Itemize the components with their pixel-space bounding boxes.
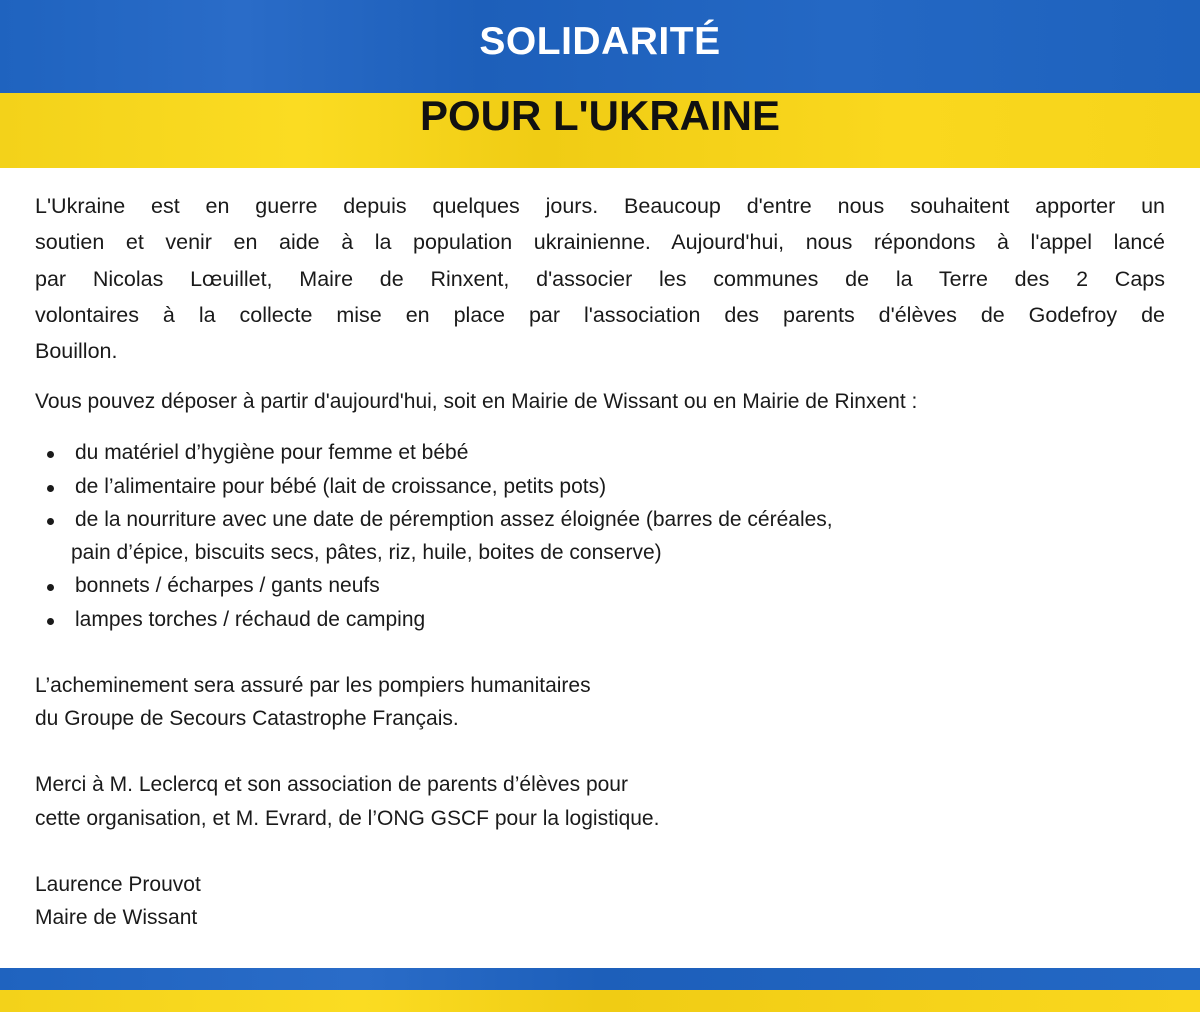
bullet-icon bbox=[47, 618, 54, 625]
bullet-icon bbox=[47, 518, 54, 525]
intro-line: par Nicolas Lœuillet, Maire de Rinxent, d'associer les communes de la Terre des 2 Caps bbox=[35, 266, 1165, 291]
transport-line: du Groupe de Secours Catastrophe Français. bbox=[35, 707, 459, 730]
header-banner bbox=[0, 0, 1200, 168]
signature-title: Maire de Wissant bbox=[35, 906, 198, 929]
flag-blue-band bbox=[0, 968, 1200, 990]
thanks-line: Merci à M. Leclercq et son association de parents d’élèves pour bbox=[35, 773, 628, 796]
deposit-text: Vous pouvez déposer à partir d'aujourd'hui, soit en Mairie de Wissant ou en Mairie de Rinxent : bbox=[35, 390, 918, 413]
bullet-icon bbox=[47, 451, 54, 458]
intro-line: L'Ukraine est en guerre depuis quelques jours. Beaucoup d'entre nous souhaitent apporter un bbox=[35, 194, 1165, 218]
transport-line: L’acheminement sera assuré par les pompiers humanitaires bbox=[35, 674, 591, 697]
intro-line: soutien et venir en aide à la population ukrainienne. Aujourd'hui, nous répondons à l'appel lancé bbox=[35, 230, 1165, 255]
flag-yellow-band bbox=[0, 990, 1200, 1012]
signature-name: Laurence Prouvot bbox=[35, 873, 201, 896]
intro-line: volontaires à la collecte mise en place par l'association des parents d'élèves de Godefroy de bbox=[35, 302, 1165, 327]
intro-paragraph bbox=[35, 188, 1165, 369]
thanks-line: cette organisation, et M. Evrard, de l’ONG GSCF pour la logistique. bbox=[35, 807, 660, 830]
intro-line: Bouillon. bbox=[35, 339, 118, 364]
bullet-icon bbox=[47, 485, 54, 492]
bullet-icon bbox=[47, 584, 54, 591]
footer-flag bbox=[0, 968, 1200, 1012]
title-line-2: POUR L'UKRAINE bbox=[420, 92, 780, 139]
title-line-1: SOLIDARITÉ bbox=[479, 20, 721, 63]
